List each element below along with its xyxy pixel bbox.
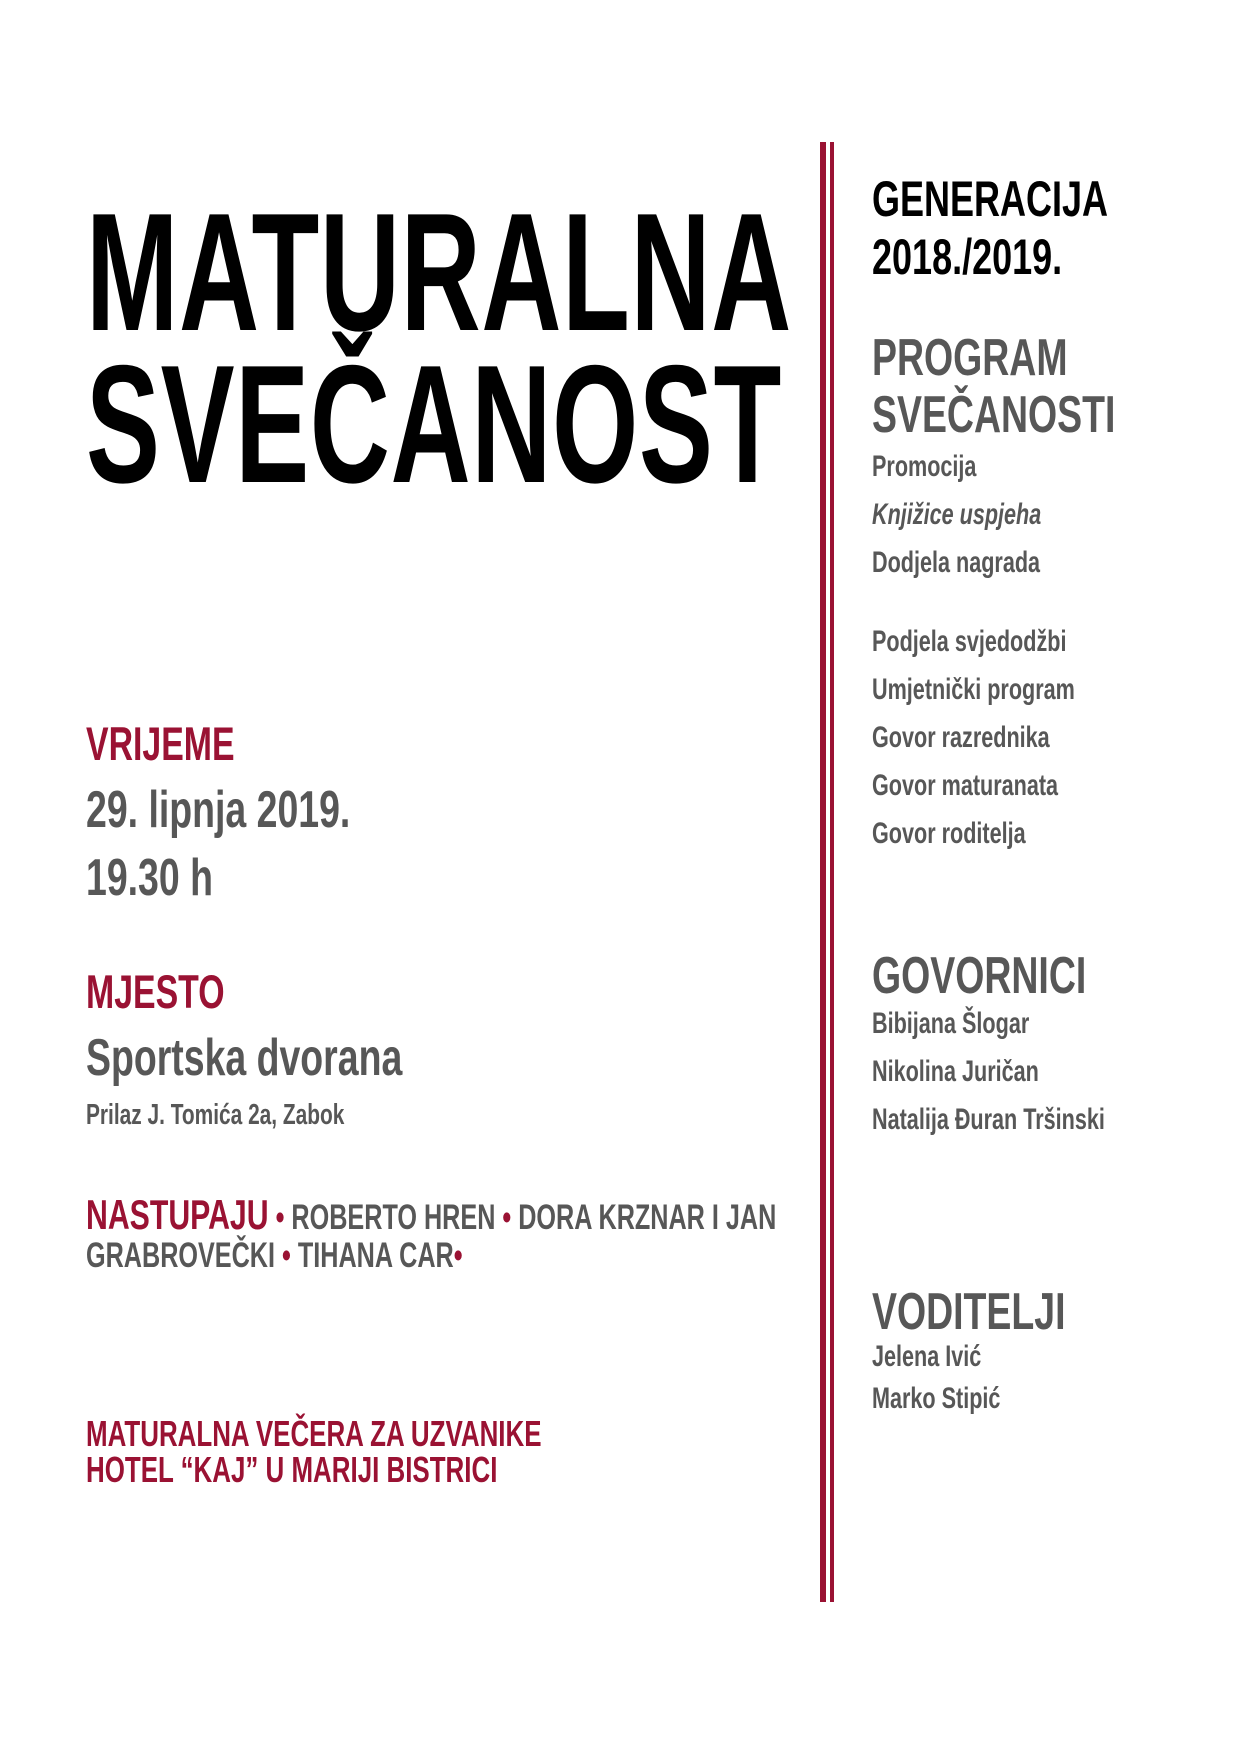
separator-dot: • (502, 1198, 512, 1237)
performers-label: NASTUPAJU (86, 1191, 269, 1238)
program-title-line-2: SVEČANOSTI (872, 386, 1116, 444)
program-item: Umjetnički program (872, 673, 1075, 706)
program-item: Dodjela nagrada (872, 546, 1041, 579)
program-item: Promocija (872, 450, 977, 483)
hosts-list (872, 1336, 1050, 1420)
generation-line-2: 2018./2019. (872, 229, 1063, 285)
venue-address: Prilaz J. Tomića 2a, Zabok (86, 1099, 345, 1131)
program-item: Knjižice uspjeha (872, 498, 1042, 531)
performers-block (86, 1191, 810, 1275)
event-time: 19.30 h (86, 849, 213, 907)
speakers-title: GOVORNICI (872, 947, 1087, 1005)
title-line-2: SVEČANOST (86, 330, 782, 518)
speaker-name: Bibijana Šlogar (872, 1007, 1030, 1040)
performer-name: TIHANA CAR (297, 1236, 454, 1275)
dinner-line-2: HOTEL “KAJ” U MARIJI BISTRICI (86, 1449, 498, 1490)
program-list-1 (872, 443, 1107, 587)
venue-name: Sportska dvorana (86, 1029, 403, 1087)
performer-name: DORA KRZNAR I JAN GRABROVEČKI (86, 1198, 777, 1275)
title-line-1: MATURALNA (86, 178, 792, 366)
speaker-name: Nikolina Juričan (872, 1055, 1039, 1088)
program-list-2 (872, 618, 1154, 858)
host-name: Jelena Ivić (872, 1340, 982, 1373)
separator-dot: • (275, 1198, 285, 1237)
program-item: Podjela svjedodžbi (872, 625, 1067, 658)
host-name: Marko Stipić (872, 1382, 1001, 1415)
program-item: Govor maturanata (872, 769, 1059, 802)
divider-line (820, 142, 826, 1602)
generation-line-1: GENERACIJA (872, 171, 1109, 227)
speakers-list (872, 1000, 1195, 1144)
separator-dot: • (453, 1236, 463, 1275)
separator-dot: • (282, 1236, 291, 1275)
program-title-line-1: PROGRAM (872, 329, 1068, 387)
program-item: Govor razrednika (872, 721, 1050, 754)
speaker-name: Natalija Đuran Tršinski (872, 1103, 1105, 1136)
program-item: Govor roditelja (872, 817, 1026, 850)
hosts-title: VODITELJI (872, 1283, 1066, 1341)
time-label: VRIJEME (86, 717, 235, 770)
performer-name: ROBERTO HREN (291, 1198, 496, 1237)
divider-line-thin (830, 142, 834, 1602)
dinner-line-1: MATURALNA VEČERA ZA UZVANIKE (86, 1413, 542, 1454)
place-label: MJESTO (86, 965, 225, 1018)
event-date: 29. lipnja 2019. (86, 781, 351, 839)
